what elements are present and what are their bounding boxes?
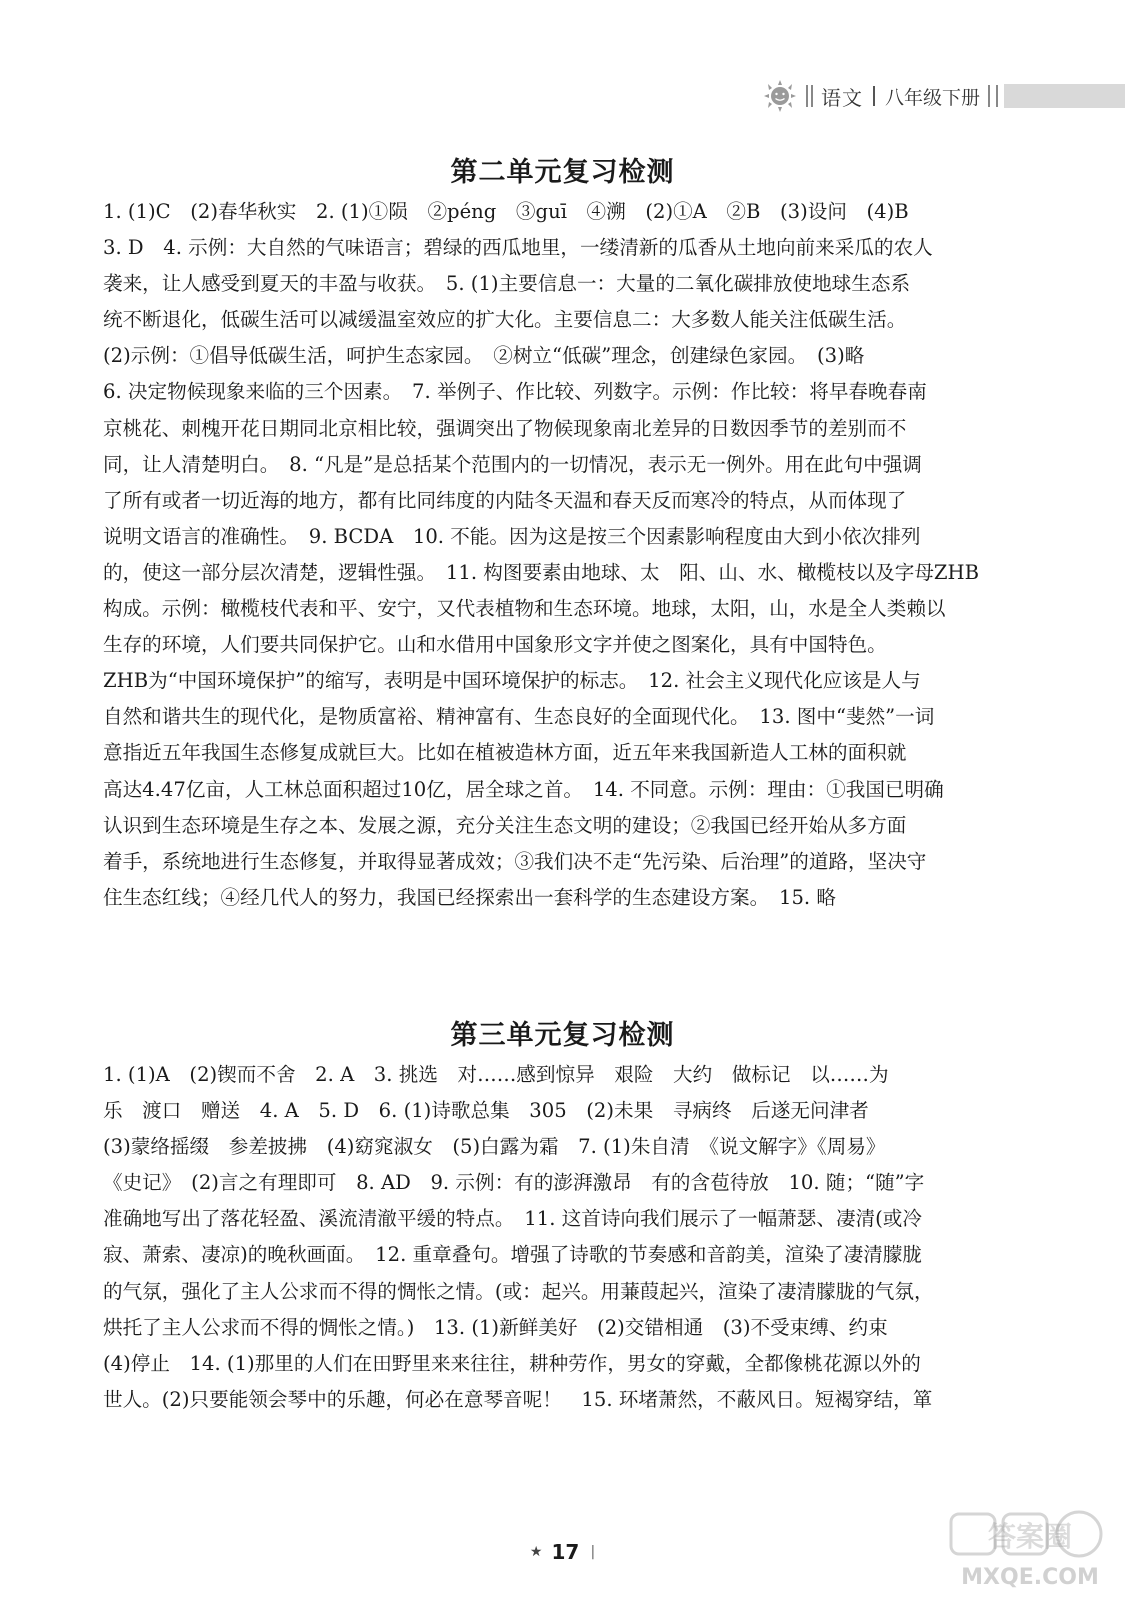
text-line: 6. 决定物候现象来临的三个因素。 7. 举例子、作比较、列数字。示例：作比较：将早春晚春南 [103,380,927,404]
text-line: 认识到生态环境是生存之本、发展之源，充分关注生态文明的建设；②我国已经开始从多方面 [103,813,907,837]
watermark-logo [945,1508,1115,1592]
text-line: 的，使这一部分层次清楚，逻辑性强。 11. 构图要素由地球、太 阳、山、水、橄榄枝以及字母ZHB [103,560,980,584]
text-line: 准确地写出了落花轻盈、溪流清澈平缓的特点。 11. 这首诗向我们展示了一幅萧瑟、凄清(或冷 [103,1207,922,1231]
section-body-unit-3 [103,1057,1008,1418]
text-line: 高达4.47亿亩，人工林总面积超过10亿，居全球之首。 14. 不同意。示例：理由：①我国已明确 [103,777,944,801]
sun-face-icon [760,78,800,114]
text-line: (2)示例：①倡导低碳生活，呵护生态家园。 ②树立“低碳”理念，创建绿色家园。 (3)略 [103,344,865,368]
section-title-unit-2: 第二单元复习检测 [450,157,675,188]
text-line: 寂、萧索、凄凉)的晚秋画面。 12. 重章叠句。增强了诗歌的节奏感和音韵美，渲染了凄清朦胧 [103,1243,922,1267]
star-icon: ★ [529,1544,543,1560]
text-line: 1. (1)C (2)春华秋实 2. (1)①陨 ②péng ③guī ④溯 (2)①A ②B (3)设问 (4)B [103,200,909,223]
text-line: 1. (1)A (2)锲而不舍 2. A 3. 挑选 对……感到惊异 艰险 大约 做标记 以……为 [103,1063,889,1086]
text-line: 同，让人清楚明白。 8. “凡是”是总括某个范围内的一切情况，表示无一例外。用在此句中强调 [103,452,922,476]
text-line: ZHB为“中国环境保护”的缩写，表明是中国环境保护的标志。 12. 社会主义现代化应该是人与 [103,669,921,693]
text-line: 袭来，让人感受到夏天的丰盈与收获。 5. (1)主要信息一：大量的二氧化碳排放使地球生态系 [103,272,911,296]
header-separator [873,86,875,106]
section-body-unit-2 [103,194,1008,916]
watermark-text-bottom: MXQE.COM [961,1565,1099,1590]
text-line: 自然和谐共生的现代化，是物质富裕、精神富有、生态良好的全面现代化。 13. 图中“斐然”一词 [103,705,935,729]
header-divider-bars-right [988,85,998,107]
text-line: 构成。示例：橄榄枝代表和平、安宁，又代表植物和生态环境。地球，太阳，山，水是全人类赖以 [103,597,946,621]
text-line: 意指近五年我国生态修复成就巨大。比如在植被造林方面，近五年来我国新造人工林的面积就 [103,741,907,765]
text-line: 住生态红线；④经几代人的努力，我国已经探索出一套科学的生态建设方案。 15. 略 [103,885,836,909]
footer-tick: | [590,1544,596,1560]
header-divider-bars [806,85,813,107]
text-line: 京桃花、刺槐开花日期同北京相比较，强调突出了物候现象南北差异的日数因季节的差别而不 [103,416,907,440]
text-line: 《史记》 (2)言之有理即可 8. AD 9. 示例：有的澎湃激昂 有的含苞待放 10. 随；“随”字 [103,1171,925,1195]
section-title-unit-3: 第三单元复习检测 [450,1020,675,1051]
running-header [760,78,1125,114]
header-gray-band [1004,84,1125,108]
text-line: 着手，系统地进行生态修复，并取得显著成效；③我们决不走“先污染、后治理”的道路，坚决守 [103,849,927,873]
text-line: 生存的环境，人们要共同保护它。山和水借用中国象形文字并使之图案化，具有中国特色。 [103,633,887,657]
text-line: 世人。(2)只要能领会琴中的乐趣，何必在意琴音呢！ 15. 环堵萧然，不蔽风日。短褐穿结，箪 [103,1387,933,1411]
text-line: 统不断退化，低碳生活可以减缓温室效应的扩大化。主要信息二：大多数人能关注低碳生活。 [103,308,907,332]
text-line: 了所有或者一切近海的地方，都有比同纬度的内陆冬天温和春天反而寒冷的特点，从而体现了 [103,488,907,512]
page-number: 17 [551,1540,580,1564]
text-line: 乐 渡口 赠送 4. A 5. D 6. (1)诗歌总集 305 (2)未果 寻病终 后遂无问津者 [103,1099,869,1123]
text-line: 说明文语言的准确性。 9. BCDA 10. 不能。因为这是按三个因素影响程度由大到小依次排列 [103,524,921,548]
text-line: (4)停止 14. (1)那里的人们在田野里来来往往，耕种劳作，男女的穿戴，全都像桃花源以外的 [103,1351,921,1375]
text-line: 烘托了主人公求而不得的惆怅之情。) 13. (1)新鲜美好 (2)交错相通 (3)不受束缚、约束 [103,1315,888,1339]
text-line: 的气氛，强化了主人公求而不得的惆怅之情。(或：起兴。用蒹葭起兴，渲染了凄清朦胧的气氛， [103,1279,934,1303]
text-line: 3. D 4. 示例：大自然的气味语言；碧绿的西瓜地里，一缕清新的瓜香从土地向前来采瓜的农人 [103,236,933,260]
text-line: (3)蒙络摇缀 参差披拂 (4)窈窕淑女 (5)白露为霜 7. (1)朱自清 《说文解字》《周易》 [103,1135,886,1159]
header-grade: 八年级下册 [885,86,981,109]
watermark-text-top: 答案圈 [987,1520,1073,1553]
header-subject: 语文 [821,85,863,110]
